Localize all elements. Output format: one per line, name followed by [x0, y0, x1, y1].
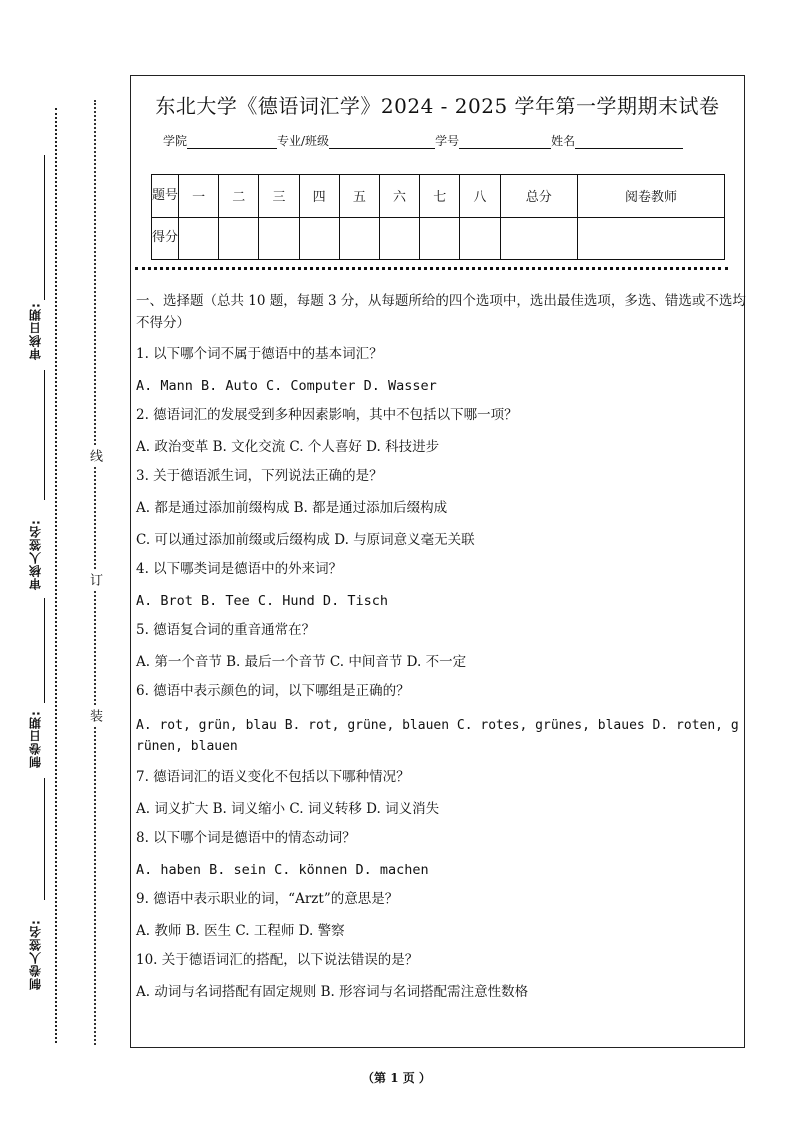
- score-col-1: 一: [179, 175, 219, 218]
- maker-date-label: 制卷日期:: [28, 710, 43, 768]
- exam-title: 东北大学《德语词汇学》2024 - 2025 学年第一学期期末试卷: [155, 94, 720, 118]
- question-3-options-a: A. 都是通过添加前缀构成 B. 都是通过添加后缀构成: [136, 500, 448, 516]
- score-row2-label: 得分: [152, 217, 179, 260]
- question-9: 9. 德语中表示职业的词，“Arzt”的意思是？: [136, 891, 399, 907]
- maker-sign-label: 制卷人签名:: [28, 919, 43, 990]
- question-7-options: A. 词义扩大 B. 词义缩小 C. 词义转移 D. 词义消失: [136, 801, 440, 817]
- college-label: 学院: [163, 134, 188, 148]
- binding-word-bind: 装: [84, 706, 104, 725]
- score-col-2: 二: [219, 175, 259, 218]
- score-cell-grader[interactable]: [578, 217, 725, 260]
- question-1-options: A. Mann B. Auto C. Computer D. Wasser: [136, 378, 437, 394]
- question-1: 1. 以下哪个词不属于德语中的基本词汇？: [136, 346, 383, 362]
- question-5: 5. 德语复合词的重音通常在？: [136, 622, 316, 638]
- reviewer-sign-label: 审核人签名:: [28, 519, 43, 590]
- score-cell-5[interactable]: [339, 217, 379, 260]
- question-3: 3. 关于德语派生词，下列说法正确的是？: [136, 468, 383, 484]
- question-content: [136, 290, 746, 1001]
- question-2: 2. 德语词汇的发展受到多种因素影响，其中不包括以下哪一项？: [136, 407, 518, 423]
- score-row1-label: 题号: [152, 175, 179, 218]
- maker-date-line[interactable]: [44, 598, 45, 703]
- question-6-options: A. rot, grün, blau B. rot, grüne, blauen C. rotes, grünes, blaues D. roten, grünen, blauen: [136, 718, 739, 754]
- score-col-5: 五: [339, 175, 379, 218]
- binding-word-line: 线: [84, 446, 104, 465]
- score-cell-6[interactable]: [379, 217, 419, 260]
- exam-frame: [130, 75, 745, 1048]
- score-col-6: 六: [379, 175, 419, 218]
- score-col-3: 三: [259, 175, 299, 218]
- question-9-options: A. 教师 B. 医生 C. 工程师 D. 警察: [136, 923, 345, 939]
- score-cell-7[interactable]: [420, 217, 460, 260]
- college-field[interactable]: [187, 134, 277, 149]
- name-field[interactable]: [575, 134, 683, 149]
- reviewer-date-line[interactable]: [44, 155, 45, 300]
- section-heading: 一、选择题（总共 10 题，每题 3 分，从每题所给的四个选项中，选出最佳选项，多选、错选或不选均不得分）: [136, 293, 746, 331]
- reviewer-sign-line[interactable]: [44, 370, 45, 500]
- question-6: 6. 德语中表示颜色的词，以下哪组是正确的？: [136, 683, 410, 699]
- question-4-options: A. Brot B. Tee C. Hund D. Tisch: [136, 593, 388, 609]
- question-3-options-b: C. 可以通过添加前缀或后缀构成 D. 与原词意义毫无关联: [136, 532, 475, 548]
- score-header-row: [152, 175, 725, 218]
- maker-sign-line[interactable]: [44, 778, 45, 900]
- score-cell-2[interactable]: [219, 217, 259, 260]
- score-cell-total[interactable]: [500, 217, 578, 260]
- score-col-4: 四: [299, 175, 339, 218]
- score-cell-3[interactable]: [259, 217, 299, 260]
- question-7: 7. 德语词汇的语义变化不包括以下哪种情况？: [136, 769, 410, 785]
- question-8-options: A. haben B. sein C. können D. machen: [136, 862, 429, 878]
- question-5-options: A. 第一个音节 B. 最后一个音节 C. 中间音节 D. 不一定: [136, 654, 467, 670]
- question-2-options: A. 政治变革 B. 文化交流 C. 个人喜好 D. 科技进步: [136, 439, 440, 455]
- score-col-total: 总分: [500, 175, 578, 218]
- page-number: （第 1 页 ）: [362, 1071, 431, 1085]
- question-10: 10. 关于德语词汇的搭配，以下说法错误的是？: [136, 952, 419, 968]
- name-label: 姓名: [551, 134, 576, 148]
- score-value-row: [152, 217, 725, 260]
- reviewer-date-label: 审核日期:: [28, 302, 43, 360]
- score-table: [151, 174, 725, 260]
- question-8: 8. 以下哪个词是德语中的情态动词？: [136, 830, 356, 846]
- score-cell-8[interactable]: [460, 217, 500, 260]
- question-4: 4. 以下哪类词是德语中的外来词？: [136, 561, 343, 577]
- score-col-grader: 阅卷教师: [578, 175, 725, 218]
- binding-word-staple: 订: [84, 570, 104, 589]
- binding-dotted-line-outer: [55, 108, 57, 1043]
- major-class-label: 专业/班级: [277, 134, 330, 148]
- score-cell-4[interactable]: [299, 217, 339, 260]
- student-id-field[interactable]: [459, 134, 551, 149]
- header-separator: [135, 267, 728, 270]
- score-col-7: 七: [420, 175, 460, 218]
- student-info-row: [163, 132, 683, 149]
- student-id-label: 学号: [435, 134, 460, 148]
- score-cell-1[interactable]: [179, 217, 219, 260]
- score-col-8: 八: [460, 175, 500, 218]
- major-class-field[interactable]: [329, 134, 435, 149]
- question-10-options: A. 动词与名词搭配有固定规则 B. 形容词与名词搭配需注意性数格: [136, 984, 529, 1000]
